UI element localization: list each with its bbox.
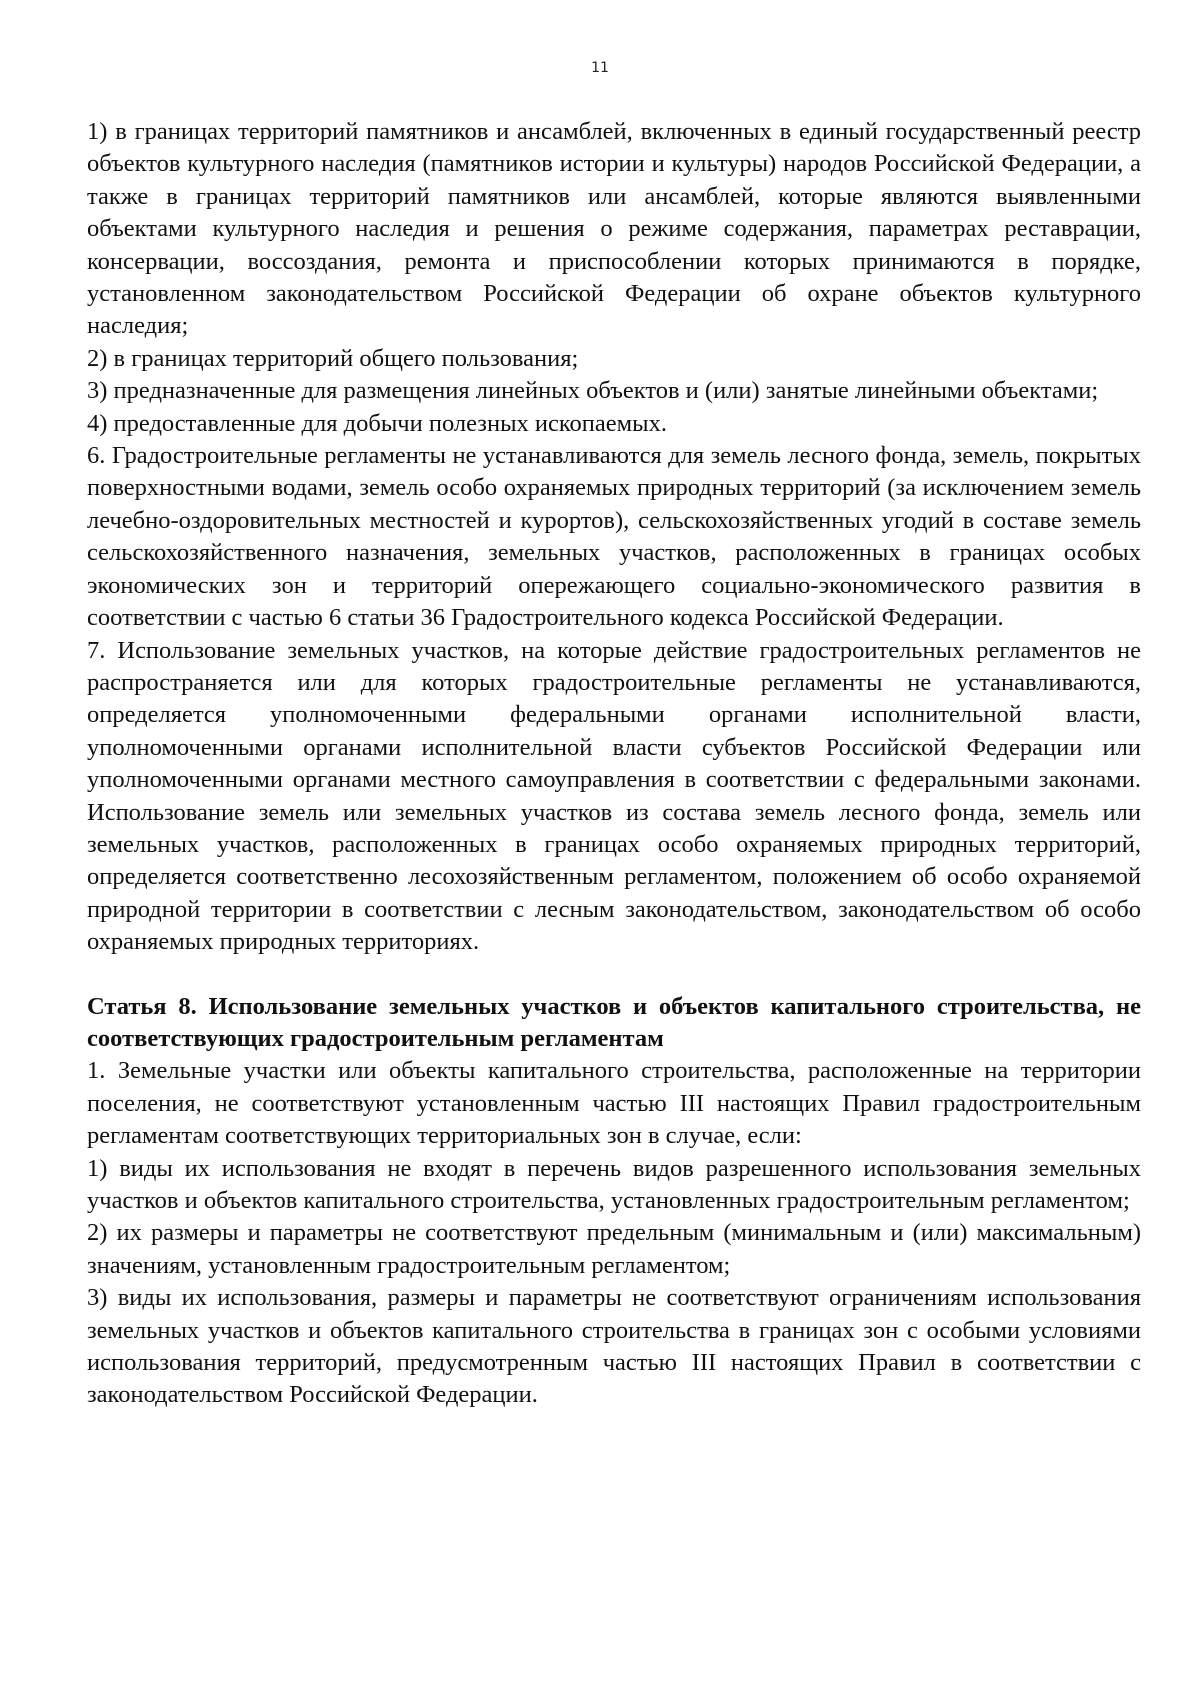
document-body: [87, 116, 1141, 1412]
article-8-item-1: 1) виды их использования не входят в перечень видов разрешенного использования земельных участков и объектов капитального строительства, установленных градостроительным регламентом;: [87, 1154, 1141, 1214]
page-number: 11: [591, 60, 609, 76]
paragraph-point-7: 7. Использование земельных участков, на которые действие градостроительных регламентов не распространяется или для которых градостроительные регламенты не устанавливаются, определяется уполномоченными федеральными органами исполнительной власти, уполномоченными органами исполнительной власти субъектов Российской Федерации или уполномоченными органами местного самоуправления в соответствии с федеральными законами. Использование земель или земельных участков из состава земель лесного фонда, земель или земельных участков, расположенных в границах особо охраняемых природных территорий, определяется соответственно лесохозяйственным регламентом, положением об особо охраняемой природной территории в соответствии с лесным законодательством, законодательством об особо охраняемых природных территориях.: [87, 636, 1141, 956]
paragraph-item-4-mining: 4) предоставленные для добычи полезных ископаемых.: [87, 409, 667, 437]
paragraph-item-1-cultural-heritage: 1) в границах территорий памятников и ансамблей, включенных в единый государственный реестр объектов культурного наследия (памятников истории и культуры) народов Российской Федерации, а также в границах территорий памятников или ансамблей, которые являются выявленными объектами культурного наследия и решения о режиме содержания, параметрах реставрации, консервации, воссоздания, ремонта и приспособлении которых принимаются в порядке, установленном законодательством Российской Федерации об охране объектов культурного наследия;: [87, 118, 1141, 340]
article-8-point-1: 1. Земельные участки или объекты капитального строительства, расположенные на территории поселения, не соответствуют установленным частью III настоящих Правил градостроительным регламентам соответствующих территориальных зон в случае, если:: [87, 1057, 1141, 1150]
paragraph-point-6: 6. Градостроительные регламенты не устанавливаются для земель лесного фонда, земель, покрытых поверхностными водами, земель особо охраняемых природных территорий (за исключением земель лечебно-оздоровительных местностей и курортов), сельскохозяйственных угодий в составе земель сельскохозяйственного назначения, земельных участков, расположенных в границах особых экономических зон и территорий опережающего социально-экономического развития в соответствии с частью 6 статьи 36 Градостроительного кодекса Российской Федерации.: [87, 442, 1141, 632]
paragraph-item-3-linear-objects: 3) предназначенные для размещения линейных объектов и (или) занятые линейными объектами;: [87, 377, 1099, 405]
paragraph-item-2-public-use: 2) в границах территорий общего пользования;: [87, 344, 579, 372]
article-8-item-2: 2) их размеры и параметры не соответствуют предельным (минимальным и (или) максимальным) значениям, установленным градостроительным регламентом;: [87, 1219, 1141, 1279]
section-gap: [87, 959, 1141, 991]
article-8-heading: Статья 8. Использование земельных участков и объектов капитального строительства, не соответствующих градостроительным регламентам: [87, 992, 1141, 1052]
article-8-item-3: 3) виды их использования, размеры и параметры не соответствуют ограничениям использования земельных участков и объектов капитального строительства в границах зон с особыми условиями использования территорий, предусмотренным частью III настоящих Правил в соответствии с законодательством Российской Федерации.: [87, 1284, 1141, 1409]
